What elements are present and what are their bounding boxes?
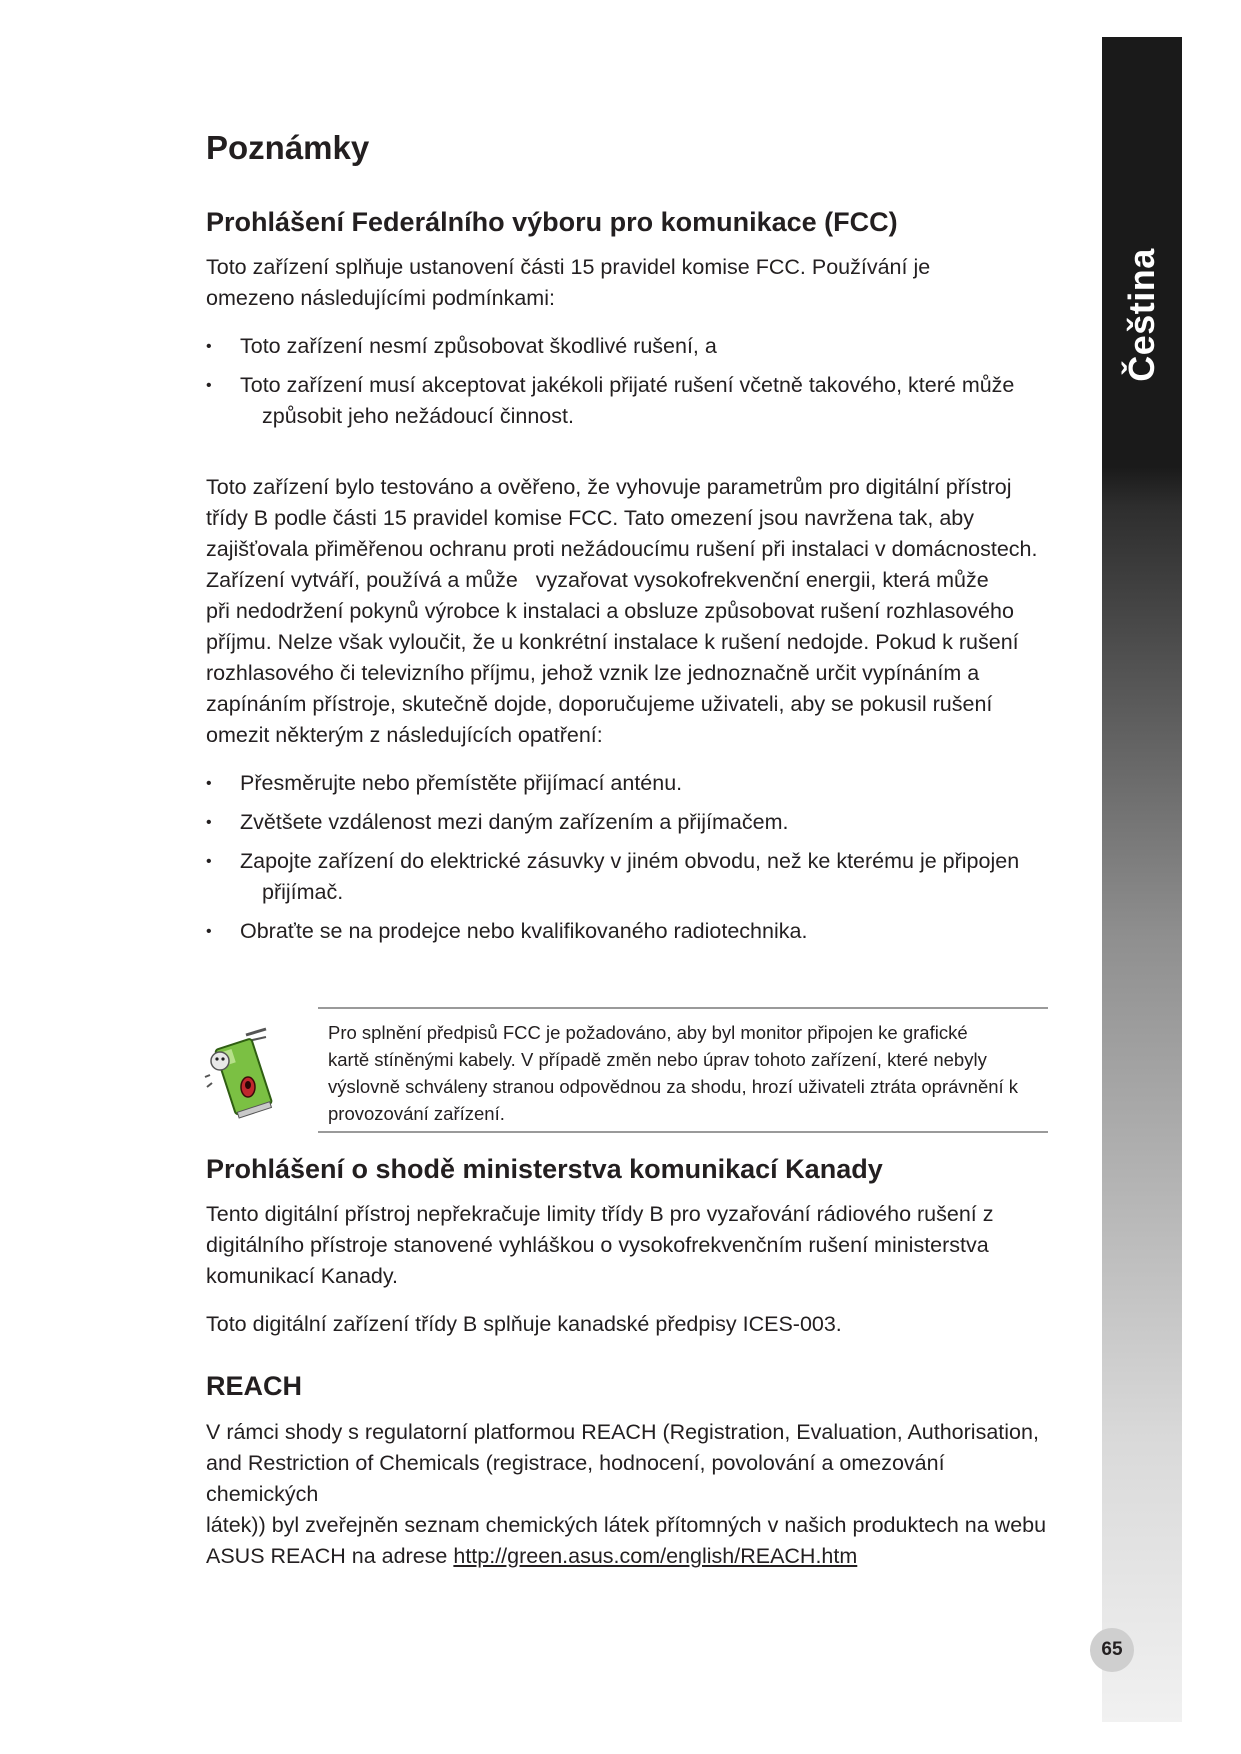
fcc-intro: Toto zařízení splňuje ustanovení části 15 pravidel komise FCC. Používání je omezeno následujícími podmínkami:	[206, 254, 931, 310]
list-item: • Zapojte zařízení do elektrické zásuvky v jiném obvodu, než ke kterému je připojen přijímač.	[206, 846, 1051, 908]
language-tab	[1104, 240, 1180, 390]
page-number: 65	[1090, 1628, 1134, 1672]
fcc-measures-list	[206, 768, 1051, 947]
list-item: • Obraťte se na prodejce nebo kvalifikovaného radiotechnika.	[206, 916, 1051, 947]
canada-paragraph: Tento digitální přístroj nepřekračuje limity třídy B pro vyzařování rádiového rušení z digitálního přístroje stanovené vyhláškou o vysokofrekvenčním rušení ministerstva komunikací Kanady.	[206, 1202, 994, 1289]
list-item: • Toto zařízení nesmí způsobovat škodlivé rušení, a	[206, 331, 1051, 362]
page-content	[206, 128, 1051, 1572]
list-item: • Přesměrujte nebo přemístěte přijímací anténu.	[206, 768, 1051, 799]
canada-heading: Prohlášení o shodě ministerstva komunikací Kanady	[206, 1153, 883, 1184]
canada-ices: Toto digitální zařízení třídy B splňuje kanadské předpisy ICES-003.	[206, 1312, 842, 1337]
language-label: Čeština	[1121, 248, 1163, 382]
fcc-body: Toto zařízení bylo testováno a ověřeno, že vyhovuje parametrům pro digitální přístroj třídy B podle části 15 pravidel komise FCC. Tato omezení jsou navržena tak, aby zajišťovala přiměřenou ochranu proti nežádoucímu rušení při instalaci v domácnostech. Zařízení vytváří, používá a může vyzařovat vysokofrekvenční energii, která může při nedodržení pokynů výrobce k instalaci a obsluze způsobovat rušení rozhlasového příjmu. Nelze však vyloučit, že u konkrétní instalace k rušení nedojde. Pokud k rušení rozhlasového či televizního příjmu, jehož vznik lze jednoznačně určit vypínáním a zapínáním přístroje, skutečně dojde, doporučujeme uživateli, aby se pokusil rušení omezit některým z následujících opatření:	[206, 474, 1038, 747]
page-title: Poznámky	[206, 129, 370, 166]
list-item: • Zvětšete vzdálenost mezi daným zařízením a přijímačem.	[206, 807, 1051, 838]
warning-card-icon	[204, 1025, 280, 1121]
reach-heading: REACH	[206, 1371, 303, 1402]
note-callout	[206, 1007, 1051, 1137]
note-box: Pro splnění předpisů FCC je požadováno, aby byl monitor připojen ke grafické kartě stíněnými kabely. V případě změn nebo úprav tohoto zařízení, které nebyly výslovně schváleny stranou odpovědnou za shodu, hrozí uživateli ztráta oprávnění k provozování zařízení.	[318, 1007, 1048, 1133]
list-item: • Toto zařízení musí akceptovat jakékoli přijaté rušení včetně takového, které může způsobit jeho nežádoucí činnost.	[206, 370, 1051, 432]
fcc-conditions-list	[206, 331, 1051, 432]
reach-paragraph: V rámci shody s regulatorní platformou REACH (Registration, Evaluation, Authorisation, and Restriction of Chemicals (registrace, hodnocení, povolování a omezování chemických látek)) byl zveřejněn seznam chemických látek přítomných v našich produktech na webu ASUS REACH na adrese http://green.asus.com/english/REACH.htm	[206, 1419, 1047, 1568]
fcc-heading: Prohlášení Federálního výboru pro komunikace (FCC)	[206, 206, 898, 237]
reach-link[interactable]: http://green.asus.com/english/REACH.htm	[453, 1543, 858, 1568]
